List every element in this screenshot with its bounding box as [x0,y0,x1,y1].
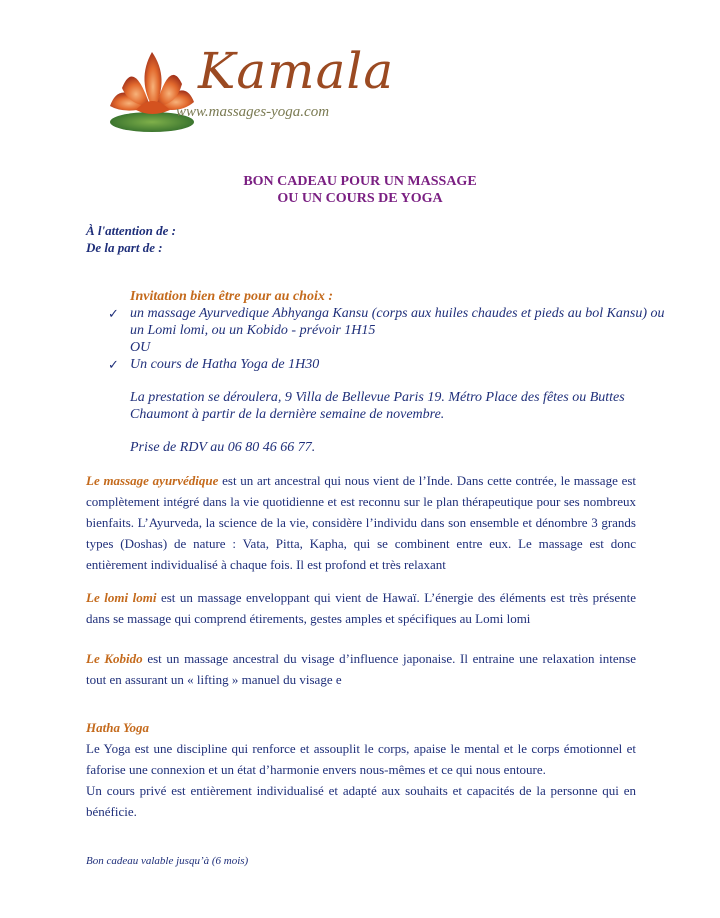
title-line-2: OU UN COURS DE YOGA [277,191,443,206]
appointment-text: Prise de RDV au 06 80 46 66 77. [130,440,316,455]
checkmark-icon: ✓ [108,306,119,321]
option-massage-text: un massage Ayurvedique Abhyanga Kansu (corps aux huiles chaudes et pieds au bol Kansu) ou un Lomi lomi, ou un Kobido - prévoir 1H15 [130,306,665,338]
kobido-term: Le Kobido [86,651,143,666]
lomi-text: est un massage enveloppant qui vient de Hawaï. L’énergie des éléments est très présente dans se massage qui comprend étirements, gestes amples et spécifiques au Lomi lomi [86,590,636,626]
lomi-paragraph [86,587,636,629]
hatha-yoga-section [86,717,636,822]
recipient-block [86,222,176,256]
attention-to-label: À l'attention de : [86,223,176,238]
from-label: De la part de : [86,240,163,255]
option-yoga-text: Un cours de Hatha Yoga de 1H30 [130,357,320,372]
hatha-yoga-text-2: Un cours privé est entièrement individualisé et adapté aux souhaits et capacités de la personne qui en bénéficie. [86,783,636,819]
title-line-1: BON CADEAU POUR UN MASSAGE [243,174,477,189]
hatha-yoga-text-1: Le Yoga est une discipline qui renforce et assouplit le corps, apaise le mental et le corps émotionnel et faforise une connexion et un état d’harmonie envers nous-mêmes et ce qui nous entoure. [86,741,636,777]
option-yoga [108,356,668,373]
or-separator: OU [130,340,151,355]
kamala-logo [100,42,395,134]
validity-footer: Bon cadeau valable jusqu’à (6 mois) [86,855,249,867]
checkmark-icon: ✓ [108,357,119,372]
kobido-text: est un massage ancestral du visage d’influence japonaise. Il entraine une relaxation intense tout en assurant un « lifting » manuel du visage e [86,651,636,687]
page-title [0,173,720,207]
ayurvedic-text: est un art ancestral qui nous vient de l’Inde. Dans cette contrée, le massage est complètement intégré dans la vie quotidienne et est reconnu sur le plan thérapeutique pour ses nombreux bienfaits. L’Ayurveda, la science de la vie, considère l’individu dans son ensemble et dénombre 3 grands types (Doshas) de nature : Vata, Pitta, Kapha, qui se combinent entre eux. Le massage est donc entièrement individualisé à chaque fois. Il est profond et très relaxant [86,473,637,572]
hatha-yoga-heading: Hatha Yoga [86,720,149,735]
kobido-paragraph [86,648,636,690]
invitation-heading: Invitation bien être pour au choix : [130,289,334,304]
logo-wordmark: Kamala [198,42,395,100]
option-massage [108,305,668,339]
lotus-flower-icon [100,48,200,134]
ayurvedic-paragraph [86,470,636,575]
location-text: La prestation se déroulera, 9 Villa de Bellevue Paris 19. Métro Place des fêtes ou Buttes Chaumont à partir de la dernière semaine de novembre. [130,390,625,422]
lomi-term: Le lomi lomi [86,590,157,605]
invitation-block [108,288,668,456]
ayurvedic-term: Le massage ayurvédique [86,473,219,488]
logo-website-url: www.massages-yoga.com [176,104,330,120]
